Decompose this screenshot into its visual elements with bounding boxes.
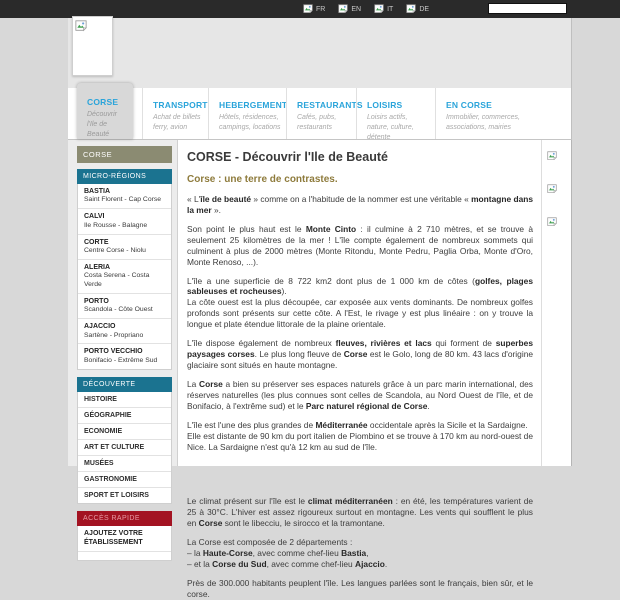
main-nav: [68, 88, 572, 140]
sidebar-micro-regions-list: [77, 184, 172, 370]
sidebar-item-gastronomie[interactable]: GASTRONOMIE: [78, 471, 171, 487]
tab-label: LOISIRS: [367, 100, 403, 110]
sidebar-item-histoire[interactable]: HISTOIRE: [84, 395, 117, 403]
sidebar-item-ajaccio[interactable]: AJACCIO Sartène - Propriano: [78, 318, 171, 343]
flag-en-broken-image-icon: [338, 4, 348, 14]
body-paragraph: L'île dispose également de nombreux fleuves, rivières et lacs qui forment de superbes paysages corses. Le plus long fleuve de Corse est le Golo, long de 80 km. 43 lacs d'origine glaciaire sont situés en haute montagne.: [187, 338, 534, 370]
tab-label: TRANSPORT: [153, 100, 208, 110]
body-paragraph: Son point le plus haut est le Monte Cinto : il culmine à 2 710 mètres, et se trouve à seulement 25 kilomètres de la mer ! L'île compte également de nombreux sommets qui culminent à plus de 2000 mètres (Monte Ritondu, Monte Pedru, Paglia Orba, Monte d'Oro, Monte Renoso, ...).: [187, 223, 533, 267]
tab-subtitle: Achat de billets ferry, avion: [153, 114, 201, 131]
body-paragraph: La Corse est composée de 2 départements : – la Haute-Corse, avec comme chef-lieu Bastia, – et la Corse du Sud, avec comme chef-lieu Ajaccio.: [187, 537, 388, 570]
flag-fr-broken-image-icon: [303, 4, 313, 14]
sidebar-item-porto-vecchio[interactable]: PORTO VECCHIO Bonifacio - Extrême Sud: [78, 343, 171, 368]
body-paragraph: L'île est l'une des plus grandes de Méditerranée occidentale après la Sicile et la Sardaigne. Elle est distante de 90 km du port italien de Piombino et se trouve à 170 km au nord-ouest de Nice. La Sardaigne n'est qu'à 12 km au sud de l'île.: [187, 419, 533, 452]
language-link-it[interactable]: [374, 4, 393, 14]
language-link-fr[interactable]: [303, 4, 325, 14]
body-paragraph: Près de 300.000 habitants peuplent l'île. Les langues parlées sont le français, bien sûr, et le corse.: [187, 577, 533, 599]
flag-it-broken-image-icon: [374, 4, 384, 14]
sidebar-header-decouverte: DÉCOUVERTE: [77, 377, 172, 392]
body-paragraph: « L'île de beauté » comme on a l'habitude de la nommer est une véritable « montagne dans la mer ».: [187, 194, 534, 215]
tab-corse[interactable]: [77, 83, 133, 139]
content-gap: [187, 460, 533, 496]
sidebar-header-acces-rapide: ACCÈS RAPIDE: [77, 511, 172, 526]
tab-hebergement[interactable]: [208, 88, 286, 139]
tab-en-corse[interactable]: [435, 88, 540, 139]
sidebar: [77, 146, 172, 568]
language-switcher: [303, 0, 429, 18]
thumbnail-broken-image-icon[interactable]: [547, 181, 557, 191]
page-title: CORSE - Découvrir l'Ile de Beauté: [187, 150, 388, 164]
logo-broken-image-icon: [75, 19, 87, 31]
sidebar-title: CORSE: [77, 146, 172, 163]
sidebar-item-sport-et-loisirs[interactable]: SPORT ET LOISIRS: [78, 487, 171, 503]
thumbnail-broken-image-icon[interactable]: [547, 214, 557, 224]
sidebar-item-aleria[interactable]: ALERIA Costa Serena - Costa Verde: [78, 259, 171, 293]
body-paragraph: L'île a une superficie de 8 722 km2 dont plus de 1 000 km de côtes (golfes, plages sableuses et rocheuses). La côte ouest est la plus découpée, car exposée aux vents dominants. De nombreux golfes profonds sont présents sur cette côte. A l'Est, le rivage y est plus linéaire : on y trouve la longue et plate étendue littorale de la plaine orientale.: [187, 275, 533, 330]
sidebar-item-bastia[interactable]: BASTIA Saint Florent - Cap Corse: [84, 188, 162, 204]
sidebar-item-calvi[interactable]: CALVI Ile Rousse - Balagne: [78, 208, 171, 233]
right-rail: [541, 140, 572, 466]
tab-subtitle: Découvrir l'Ile de Beauté: [87, 111, 117, 138]
tab-label: EN CORSE: [446, 100, 492, 110]
tab-loisirs[interactable]: [356, 88, 435, 139]
flag-de-broken-image-icon: [406, 4, 416, 14]
language-label: IT: [387, 5, 394, 13]
tab-transport[interactable]: [142, 88, 208, 139]
sidebar-item-art-et-culture[interactable]: ART ET CULTURE: [78, 439, 171, 455]
page-subtitle: Corse : une terre de contrastes.: [187, 174, 338, 185]
tab-label: CORSE: [87, 97, 119, 107]
language-label: DE: [419, 5, 430, 13]
sidebar-item-musees[interactable]: MUSÉES: [78, 455, 171, 471]
language-link-de[interactable]: [406, 4, 429, 14]
header-band: [68, 18, 572, 88]
tab-subtitle: Loisirs actifs, nature, culture, détente: [367, 114, 414, 141]
sidebar-acces-rapide-list: [77, 526, 172, 561]
site-logo[interactable]: [72, 16, 113, 76]
search-input[interactable]: [488, 3, 567, 14]
tab-restaurants[interactable]: [286, 88, 363, 139]
language-link-en[interactable]: [338, 4, 361, 14]
main-content: [177, 140, 541, 599]
sidebar-header-micro-regions: MICRO-RÉGIONS: [77, 169, 172, 184]
body-paragraph: La Corse a bien su préserver ses espaces naturels grâce à un parc marin international, des réserves naturelles (les plus connues sont celles de Scandola, au Nord Ouest de l'île, et de Bonifacio, à l'extrême sud) et le Parc naturel régional de Corse.: [187, 378, 533, 411]
tab-label: HEBERGEMENT: [219, 100, 288, 110]
sidebar-item-ajoutez-votre-etablissement[interactable]: AJOUTEZ VOTRE ÉTABLISSEMENT: [84, 529, 143, 547]
tab-subtitle: Immobilier, commerces, associations, mairies: [446, 114, 520, 131]
body-paragraph: Le climat présent sur l'île est le climat méditerranéen : en été, les températures varient de 25 à 30°C. L'hiver est assez rigoureux surtout en montagne. Les vents qui soufflent le plus en Corse sont le libecciu, le sirocco et la tramontane.: [187, 496, 534, 529]
language-label: FR: [316, 5, 326, 13]
sidebar-decouverte-list: [77, 392, 172, 504]
tab-label: RESTAURANTS: [297, 100, 363, 110]
tab-subtitle: Hôtels, résidences, campings, locations: [219, 114, 281, 131]
tab-subtitle: Cafés, pubs, restaurants: [297, 114, 337, 131]
sidebar-item-corte[interactable]: CORTE Centre Corse - Niolu: [78, 234, 171, 259]
language-label: EN: [351, 5, 362, 13]
thumbnail-broken-image-icon[interactable]: [547, 148, 557, 158]
sidebar-item-economie[interactable]: ECONOMIE: [78, 423, 171, 439]
sidebar-item-partial[interactable]: [78, 551, 171, 560]
sidebar-item-porto[interactable]: PORTO Scandola - Côte Ouest: [78, 293, 171, 318]
sidebar-item-geographie[interactable]: GÉOGRAPHIE: [78, 407, 171, 423]
